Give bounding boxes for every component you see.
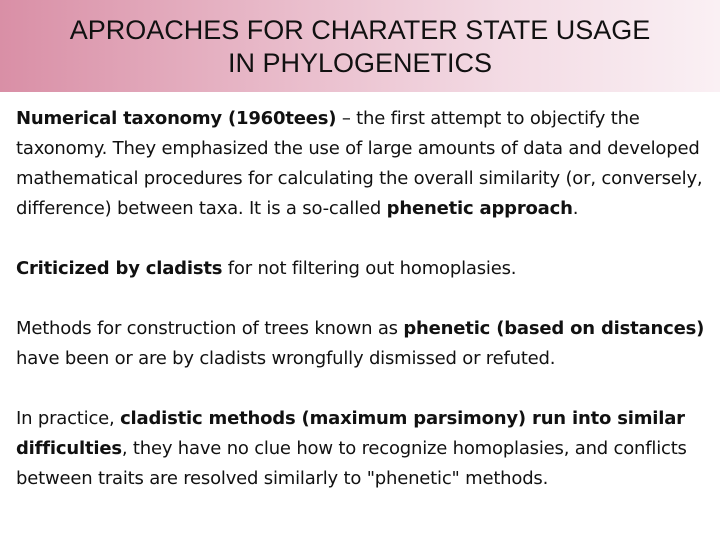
paragraph-text: have been or are by cladists wrongfully dismissed or refuted.: [16, 348, 556, 369]
paragraph-text: for not filtering out homoplasies.: [222, 258, 517, 279]
paragraph-text: Methods for construction of trees known as: [16, 318, 404, 339]
paragraph-criticized: [16, 254, 716, 284]
paragraph-text: , they have no clue how to recognize homoplasies, and conflicts between traits are resolved similarly to "phenetic" methods.: [16, 438, 687, 489]
paragraph-methods: [16, 314, 716, 374]
term-numerical-taxonomy: Numerical taxonomy (1960tees): [16, 108, 337, 129]
slide-title-line-1: APROACHES FOR CHARATER STATE USAGE: [69, 15, 651, 45]
term-criticized-by-cladists: Criticized by cladists: [16, 258, 223, 279]
paragraph-text: .: [572, 198, 579, 219]
slide-title-line-2: IN PHYLOGENETICS: [227, 48, 493, 78]
term-cladistic-methods: cladistic methods (maximum parsimony) run into similar difficulties: [16, 408, 685, 459]
paragraph-numerical-taxonomy: [16, 104, 716, 224]
slide-body: [16, 104, 716, 494]
paragraph-in-practice: [16, 404, 716, 494]
paragraph-text: In practice,: [16, 408, 121, 429]
paragraph-text: – the first attempt to objectify the taxonomy. They emphasized the use of large amounts of data and developed mathematical procedures for calculating the overall similarity (or, conversely, difference) between taxa. It is a so-called: [16, 108, 703, 219]
term-phenetic-distances: phenetic (based on distances): [403, 318, 705, 339]
slide-title: [0, 14, 720, 80]
term-phenetic-approach: phenetic approach: [386, 198, 573, 219]
